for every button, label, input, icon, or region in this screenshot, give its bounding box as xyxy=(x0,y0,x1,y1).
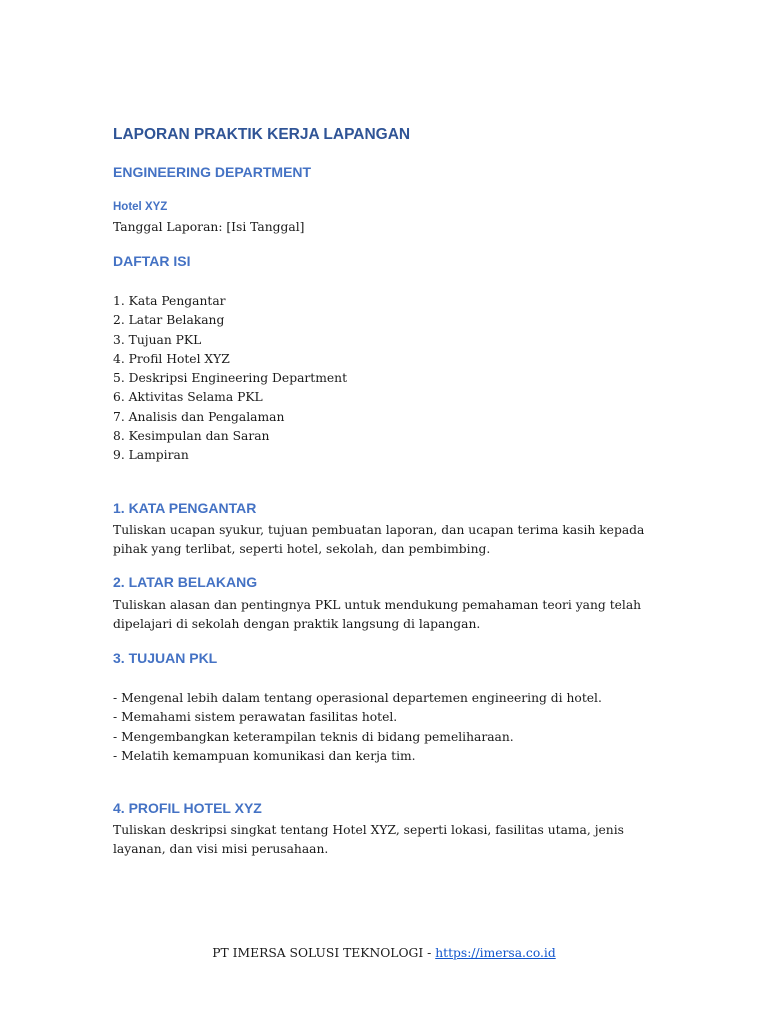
toc-item: 7. Analisis dan Pengalaman xyxy=(113,409,285,424)
document-subtitle: ENGINEERING DEPARTMENT xyxy=(113,164,312,180)
toc-item: 5. Deskripsi Engineering Department xyxy=(113,371,348,386)
footer-company: PT IMERSA SOLUSI TEKNOLOGI - xyxy=(212,946,436,960)
report-date: Tanggal Laporan: [Isi Tanggal] xyxy=(113,220,305,234)
section-text-kata-pengantar: Tuliskan ucapan syukur, tujuan pembuatan laporan, dan ucapan terima kasih kepada pihak yang terlibat, seperti hotel, sekolah, dan pembimbing. xyxy=(113,523,645,556)
toc-item: 4. Profil Hotel XYZ xyxy=(113,351,230,366)
tujuan-item: - Memahami sistem perawatan fasilitas hotel. xyxy=(113,710,398,725)
toc-list xyxy=(113,292,347,466)
section-heading-latar-belakang: 2. LATAR BELAKANG xyxy=(113,574,258,590)
section-heading-profil-hotel: 4. PROFIL HOTEL XYZ xyxy=(113,800,262,816)
toc-item: 6. Aktivitas Selama PKL xyxy=(113,390,263,405)
footer-link[interactable]: https://imersa.co.id xyxy=(435,946,556,960)
document-title: LAPORAN PRAKTIK KERJA LAPANGAN xyxy=(113,126,411,143)
tujuan-item: - Mengenal lebih dalam tentang operasional departemen engineering di hotel. xyxy=(113,691,602,705)
toc-item: 3. Tujuan PKL xyxy=(113,332,202,347)
hotel-label: Hotel XYZ xyxy=(113,201,168,213)
page-footer xyxy=(0,946,768,960)
section-heading-kata-pengantar: 1. KATA PENGANTAR xyxy=(113,500,257,516)
tujuan-item: - Melatih kemampuan komunikasi dan kerja tim. xyxy=(113,748,416,763)
toc-item: 1. Kata Pengantar xyxy=(113,294,226,308)
section-text-profil-hotel: Tuliskan deskripsi singkat tentang Hotel XYZ, seperti lokasi, fasilitas utama, jenis layanan, dan visi misi perusahaan. xyxy=(113,823,624,856)
toc-item: 8. Kesimpulan dan Saran xyxy=(113,429,270,444)
tujuan-item: - Mengembangkan keterampilan teknis di bidang pemeliharaan. xyxy=(113,729,514,744)
section-heading-tujuan-pkl: 3. TUJUAN PKL xyxy=(113,650,218,666)
toc-item: 2. Latar Belakang xyxy=(113,313,225,328)
tujuan-list xyxy=(113,689,602,766)
toc-heading: DAFTAR ISI xyxy=(113,253,191,269)
toc-item: 9. Lampiran xyxy=(113,448,189,463)
section-text-latar-belakang: Tuliskan alasan dan pentingnya PKL untuk mendukung pemahaman teori yang telah dipelajari di sekolah dengan praktik langsung di lapangan. xyxy=(113,598,642,631)
